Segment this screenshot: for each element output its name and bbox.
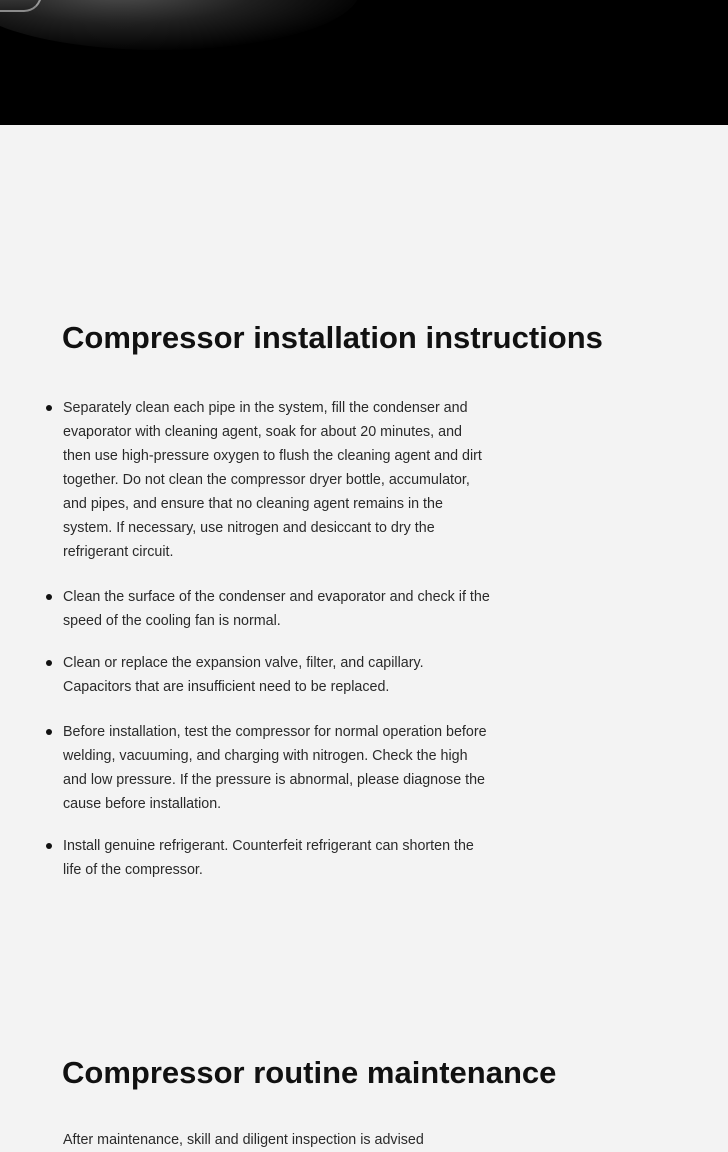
bullet-icon bbox=[46, 729, 52, 735]
bullet-icon bbox=[46, 405, 52, 411]
list-item-text: Before installation, test the compressor for normal operation before welding, vacuuming, and charging with nitrogen. Check the high and low pressure. If the pressure is abnormal, please diagnose the cause before installation. bbox=[63, 724, 487, 812]
bullet-icon bbox=[46, 594, 52, 600]
list-item bbox=[63, 834, 493, 882]
list-item-text: Clean the surface of the condenser and evaporator and check if the speed of the cooling fan is normal. bbox=[63, 589, 490, 629]
bullet-icon bbox=[46, 843, 52, 849]
hero-banner bbox=[0, 0, 728, 125]
section-title-maintenance: Compressor routine maintenance bbox=[62, 1055, 557, 1090]
section-title-installation: Compressor installation instructions bbox=[62, 320, 603, 355]
list-item bbox=[63, 651, 493, 699]
bullet-icon bbox=[46, 660, 52, 666]
list-item bbox=[63, 396, 493, 564]
hero-light-glow bbox=[0, 0, 360, 50]
maintenance-intro-text: After maintenance, skill and diligent inspection is advised bbox=[63, 1132, 424, 1148]
list-item bbox=[63, 720, 493, 816]
list-item-text: Clean or replace the expansion valve, filter, and capillary. Capacitors that are insufficient need to be replaced. bbox=[63, 655, 424, 695]
list-item-text: Install genuine refrigerant. Counterfeit refrigerant can shorten the life of the compressor. bbox=[63, 838, 474, 878]
list-item-text: Separately clean each pipe in the system, fill the condenser and evaporator with cleaning agent, soak for about 20 minutes, and then use high-pressure oxygen to flush the cleaning agent and dirt together. Do not clean the compressor dryer bottle, accumulator, and pipes, and ensure that no cleaning agent remains in the system. If necessary, use nitrogen and desiccant to dry the refrigerant circuit. bbox=[63, 400, 482, 560]
list-item bbox=[63, 585, 493, 633]
installation-instructions-list bbox=[0, 396, 493, 882]
